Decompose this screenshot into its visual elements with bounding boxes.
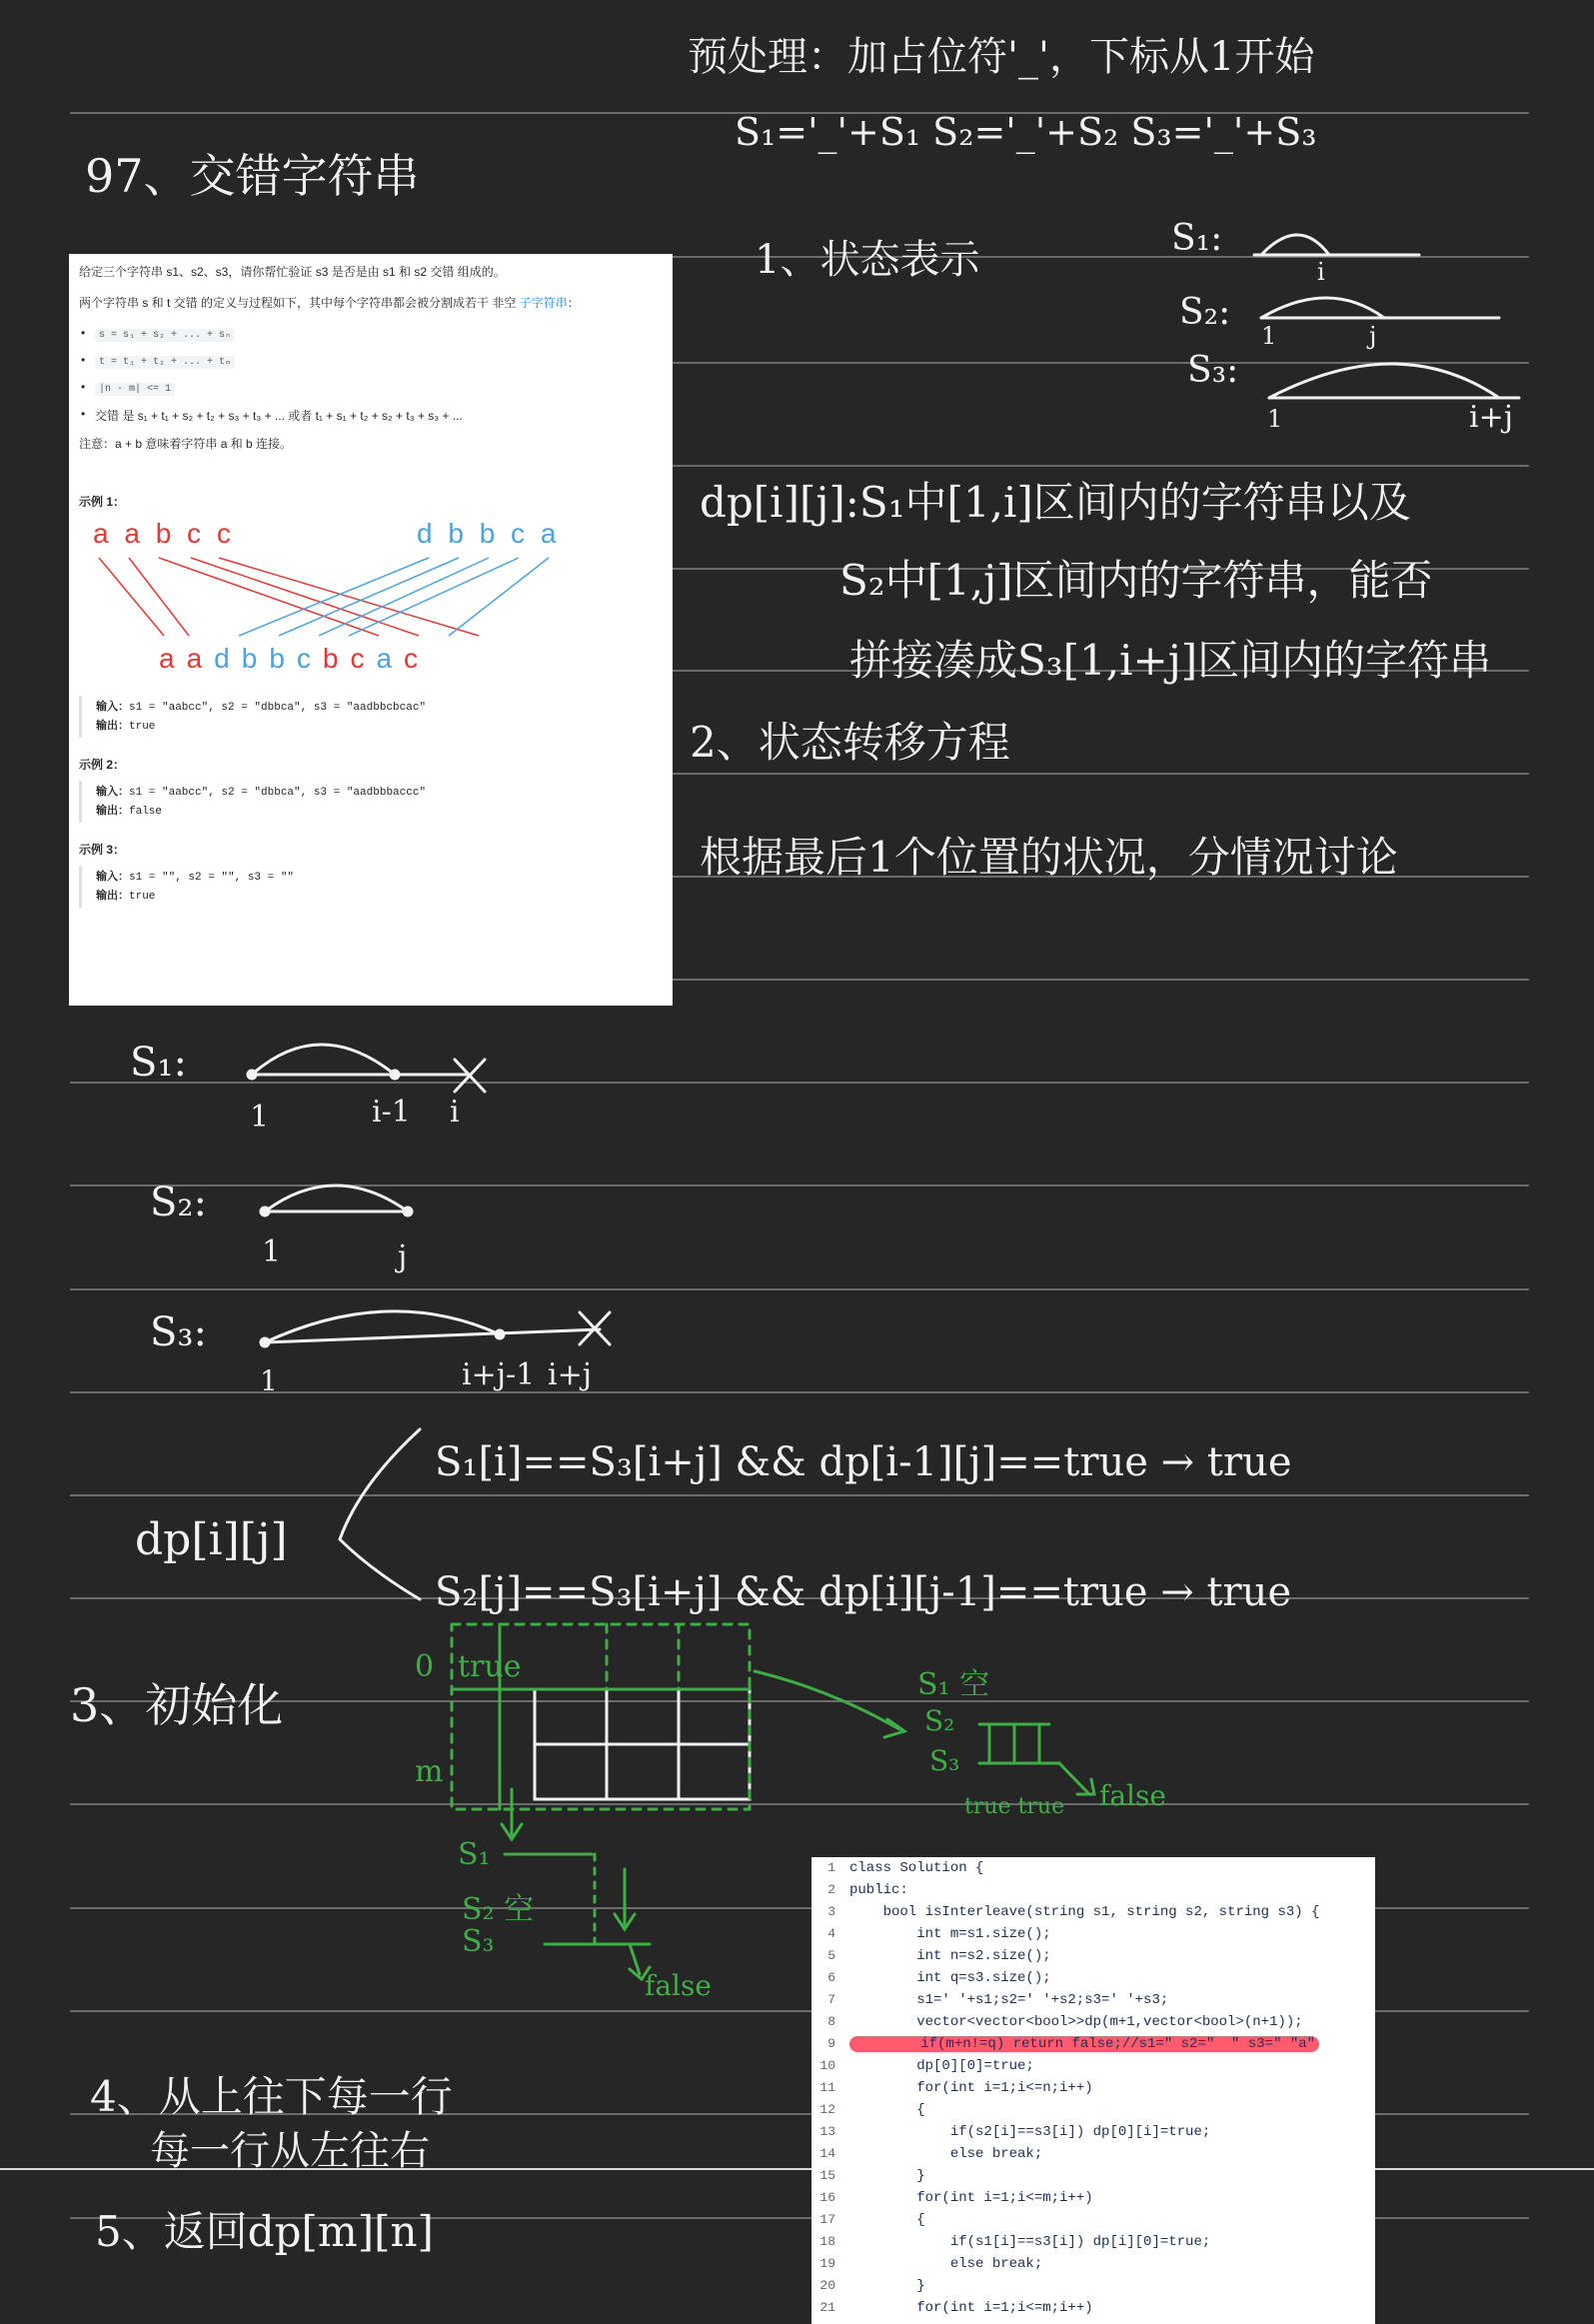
code-text: if(m+n!=q) return false;//s1=" s2=" " s3=" "a" <box>849 2036 1319 2052</box>
line-number: 4 <box>827 1926 835 1941</box>
example-1-title: 示例 1： <box>79 495 126 509</box>
code-line <box>811 1923 1375 1945</box>
code-text: } <box>849 2278 925 2294</box>
code-line <box>811 2275 1375 2297</box>
preprocess-note: 预处理：加占位符'_'，下标从1开始 <box>688 34 1315 80</box>
code-text: vector<vector<bool>>dp(m+1,vector<bool>(n+1)); <box>849 2014 1303 2030</box>
label-s2: S₂: <box>1179 292 1231 333</box>
code-text: { <box>849 2212 925 2228</box>
code-line <box>811 1857 1375 1879</box>
t-mark-1: 1 <box>250 1100 270 1135</box>
line-number: 21 <box>819 2300 835 2315</box>
line-number: 17 <box>819 2212 835 2227</box>
line-number: 13 <box>819 2124 835 2139</box>
grid-zero: 0 <box>415 1649 435 1684</box>
mark-1: 1 <box>1267 405 1283 433</box>
example-2-io: 输入：s1 = "aabcc", s2 = "dbbca", s3 = "aadbbbaccc" 输出：false <box>79 781 663 823</box>
code-line <box>811 2099 1375 2121</box>
code-text: } <box>849 2168 925 2184</box>
list-item: • |n - m| <= 1 <box>91 380 663 395</box>
example-1-io: 输入：s1 = "aabcc", s2 = "dbbca", s3 = "aadbbcbcac" 输出：true <box>79 696 663 738</box>
code-text: int q=s3.size(); <box>849 1970 1051 1986</box>
code-line <box>811 2143 1375 2165</box>
code-line <box>811 1879 1375 1901</box>
code-text: s1=' '+s1;s2=' '+s2;s3=' '+s3; <box>849 1992 1169 2008</box>
code-text: { <box>849 2102 925 2118</box>
init-s1: S₁ <box>458 1837 491 1872</box>
s3-letter: a <box>376 643 393 674</box>
mark-ij: i+j <box>1469 400 1514 435</box>
s2-letters: d b b c a <box>417 518 561 549</box>
code-line <box>811 1989 1375 2011</box>
mark-i: i <box>1317 258 1325 286</box>
init-s2-empty: S₂ 空 <box>462 1892 535 1927</box>
s3-letter: a <box>159 643 175 674</box>
line-number: 12 <box>819 2102 835 2117</box>
arrow-down <box>502 1789 522 1839</box>
init-right-s3: S₃ <box>929 1744 960 1777</box>
init-true-true: true true <box>964 1794 1065 1819</box>
line-number: 14 <box>819 2146 835 2161</box>
arc-t-s2 <box>265 1185 408 1211</box>
s3-letter: b <box>322 643 339 674</box>
s3-letter: d <box>214 643 230 674</box>
t-mark-ij: i+j <box>548 1357 593 1392</box>
init-header: 3、初始化 <box>70 1678 284 1732</box>
code-line <box>811 2033 1375 2055</box>
arc-s1 <box>1261 235 1329 255</box>
t-mark-1: 1 <box>260 1364 278 1397</box>
state-header: 1、状态表示 <box>755 237 980 283</box>
line-number: 15 <box>819 2168 835 2183</box>
transition-header: 2、状态转移方程 <box>690 718 1010 767</box>
dp-definition-3: 拼接凑成S₃[1,i+j]区间内的字符串 <box>849 636 1492 685</box>
grid-m: m <box>415 1754 444 1789</box>
line-number: 9 <box>827 2036 835 2051</box>
code-text: for(int i=1;i<=m;i++) <box>849 2190 1093 2206</box>
t-mark-i: i <box>450 1095 460 1130</box>
code-text: public: <box>849 1882 908 1898</box>
t-mark-i-1: i-1 <box>372 1095 411 1130</box>
code-line <box>811 2165 1375 2187</box>
s3-letters <box>159 643 418 675</box>
t-label-s1: S₁: <box>130 1040 187 1086</box>
line-number: 20 <box>819 2278 835 2293</box>
mark-j: j <box>1369 322 1377 350</box>
list-item: • 交错 是 s₁ + t₁ + s₂ + t₂ + s₃ + t₃ + ... 或者 t₁ + s₁ + t₂ + s₂ + t₃ + s₃ + ... <box>91 407 663 424</box>
init-s3: S₃ <box>462 1924 495 1959</box>
s3-letter: b <box>241 643 258 674</box>
t-mark-j: j <box>398 1239 408 1274</box>
t-label-s2: S₂: <box>150 1179 207 1225</box>
code-line <box>811 2187 1375 2209</box>
code-text: for(int i=1;i<=m;i++) <box>849 2300 1093 2316</box>
s3-letter: a <box>186 643 203 674</box>
line-number: 10 <box>819 2058 835 2073</box>
problem-intro: 给定三个字符串 s1、s2、s3，请你帮忙验证 s3 是否是由 s1 和 s2 交错 组成的。 <box>79 265 506 279</box>
code-text: dp[0][0]=true; <box>849 2058 1034 2074</box>
code-panel <box>811 1857 1375 2324</box>
line-number: 11 <box>819 2080 835 2095</box>
code-text: int m=s1.size(); <box>849 1926 1051 1942</box>
case-1: S₁[i]==S₃[i+j] && dp[i-1][j]==true → true <box>435 1439 1292 1485</box>
line-number: 7 <box>827 1992 835 2007</box>
label-s1: S₁: <box>1171 218 1223 259</box>
list-item: • t = t₁ + t₂ + ... + tₘ <box>91 353 663 368</box>
grid-true: true <box>458 1649 522 1684</box>
s3-letter: c <box>350 643 365 674</box>
line-number: 1 <box>827 1860 835 1875</box>
problem-title: 97、交错字符串 <box>85 149 420 203</box>
code-text: if(s1[i]==s3[i]) dp[i][0]=true; <box>849 2234 1211 2250</box>
code-line <box>811 2209 1375 2231</box>
code-line <box>811 2077 1375 2099</box>
line-number: 8 <box>827 2014 835 2029</box>
code-text: bool isInterleave(string s1, string s2, string s3) { <box>849 1904 1320 1920</box>
init-right-s2: S₂ <box>924 1704 955 1737</box>
mark-1: 1 <box>1261 322 1277 350</box>
line-number: 2 <box>827 1882 835 1897</box>
code-line <box>811 1901 1375 1923</box>
line-number: 6 <box>827 1970 835 1985</box>
init-false: false <box>645 1969 712 2002</box>
code-line <box>811 2011 1375 2033</box>
code-line <box>811 2297 1375 2319</box>
brace <box>340 1429 420 1599</box>
line-number: 5 <box>827 1948 835 1963</box>
code-text: if(s2[i]==s3[i]) dp[0][i]=true; <box>849 2124 1211 2140</box>
init-right-false: false <box>1099 1779 1166 1812</box>
line-number: 18 <box>819 2234 835 2249</box>
s3-letter: c <box>296 643 311 674</box>
code-line <box>811 1967 1375 1989</box>
case-2: S₂[j]==S₃[i+j] && dp[i][j-1]==true → true <box>435 1569 1292 1615</box>
return-step: 5、返回dp[m][n] <box>95 2207 434 2256</box>
s1-letters: a a b c c <box>93 518 235 549</box>
preprocess-equation: S₁='_'+S₁ S₂='_'+S₂ S₃='_'+S₃ <box>735 110 1317 154</box>
code-line <box>811 2121 1375 2143</box>
s3-letter: b <box>269 643 285 674</box>
arc-s3 <box>1269 364 1499 398</box>
interleave-diagram <box>79 518 663 696</box>
transition-note: 根据最后1个位置的状况，分情况讨论 <box>700 833 1398 882</box>
t-label-s3: S₃: <box>150 1309 207 1355</box>
code-line <box>811 1945 1375 1967</box>
fill-order-1: 4、从上往下每一行 <box>90 2072 453 2121</box>
code-line <box>811 2253 1375 2275</box>
label-s3: S₃: <box>1187 350 1239 391</box>
example-3-title: 示例 3： <box>79 843 126 857</box>
code-line <box>811 2055 1375 2077</box>
code-text: int n=s2.size(); <box>849 1948 1051 1964</box>
dp-definition-2: S₂中[1,j]区间内的字符串，能否 <box>839 556 1433 605</box>
t-mark-1: 1 <box>262 1234 282 1269</box>
arrow-right <box>755 1671 904 1737</box>
substring-link[interactable]: 子字符串 <box>519 296 568 310</box>
note: 注意：a + b 意味着字符串 a 和 b 连接。 <box>79 437 293 451</box>
dp-definition-1: dp[i][j]:S₁中[1,i]区间内的字符串以及 <box>700 478 1411 527</box>
code-text: for(int i=1;i<=n;i++) <box>849 2080 1093 2096</box>
t-mark-ij1: i+j-1 <box>462 1357 536 1392</box>
example-3-io: 输入：s1 = "", s2 = "", s3 = "" 输出：true <box>79 866 663 908</box>
line-t-s3 <box>265 1329 600 1342</box>
code-body <box>811 1857 1375 2319</box>
init-s1-empty: S₁ 空 <box>917 1667 990 1702</box>
problem-definition: 两个字符串 s 和 t 交错 的定义与过程如下，其中每个字符串都会被分割成若干 非空 子字符串： <box>79 296 580 310</box>
arc-t-s1 <box>252 1045 395 1075</box>
fill-order-2: 每一行从左往右 <box>150 2128 430 2174</box>
arc-s2 <box>1261 298 1384 318</box>
example-2-title: 示例 2： <box>79 758 126 772</box>
x-mark <box>580 1312 610 1344</box>
problem-card <box>69 254 673 1006</box>
line-number: 3 <box>827 1904 835 1919</box>
line-number: 16 <box>819 2190 835 2205</box>
code-text: else break; <box>849 2256 1043 2272</box>
dp-lhs: dp[i][j] <box>135 1514 288 1565</box>
code-line <box>811 2231 1375 2253</box>
code-text: else break; <box>849 2146 1043 2162</box>
list-item: • s = s₁ + s₂ + ... + sₙ <box>91 326 663 341</box>
s3-letter: c <box>404 643 419 674</box>
definition-list <box>79 326 663 424</box>
code-text: class Solution { <box>849 1860 984 1876</box>
line-number: 19 <box>819 2256 835 2271</box>
